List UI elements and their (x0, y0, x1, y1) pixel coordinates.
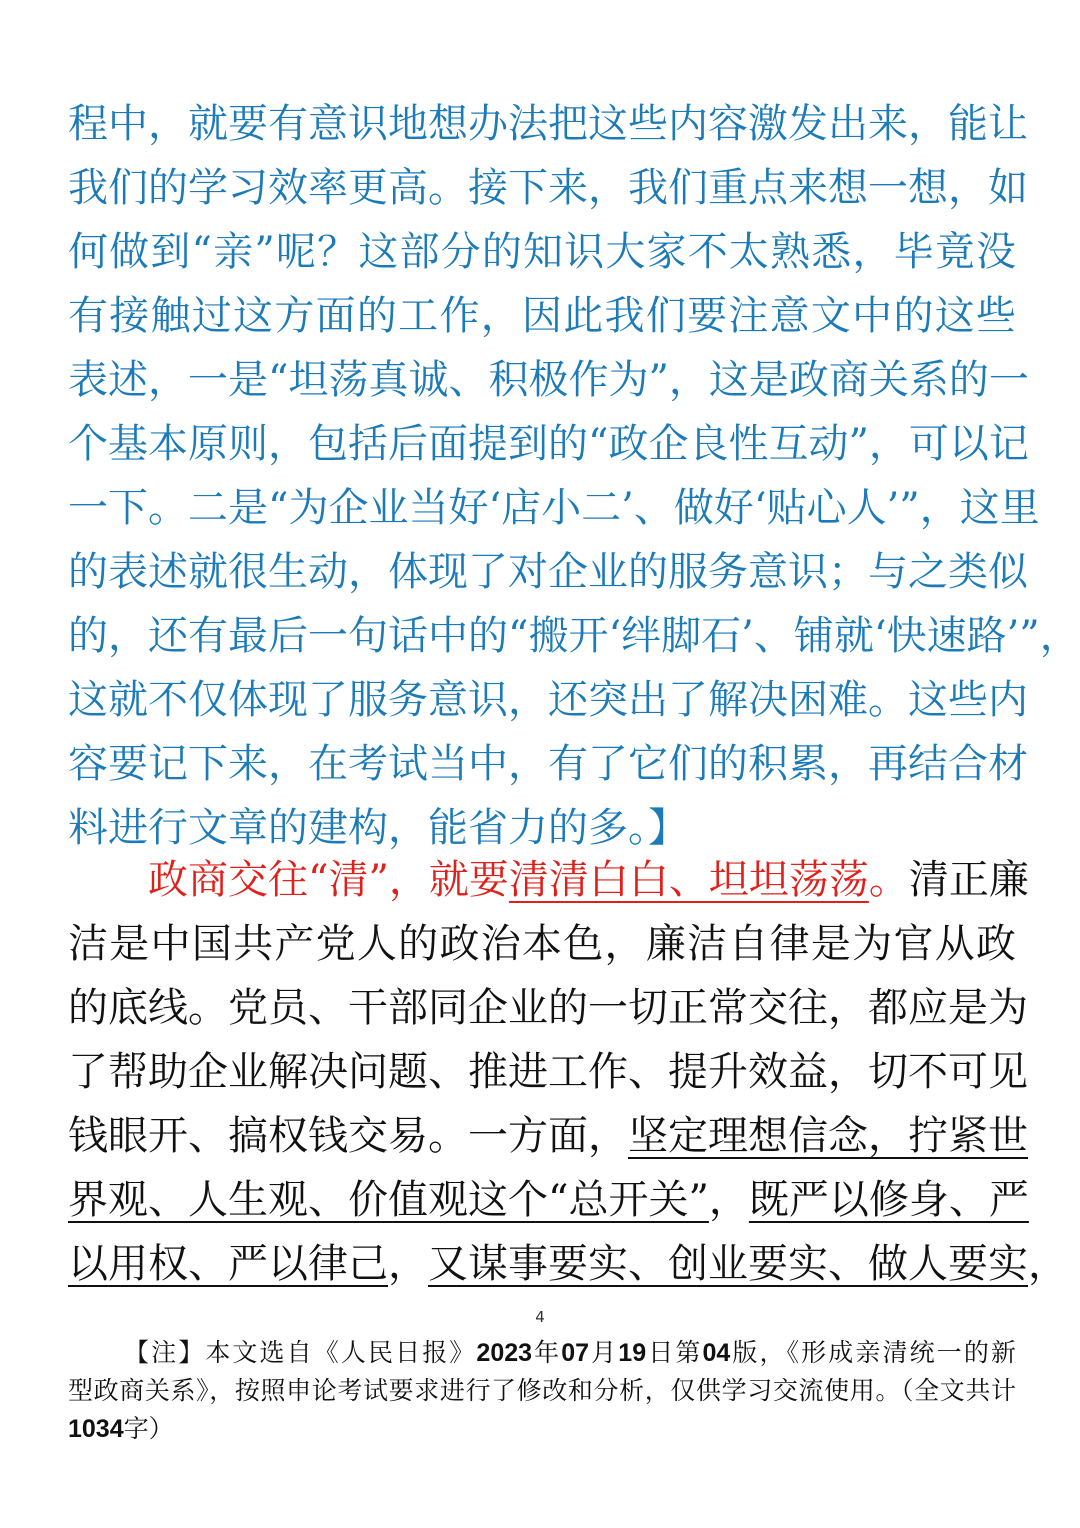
analysis-line: 一下。二是“为企业当好‘店小二’、做好‘贴心人’”，这里 (68, 485, 1040, 531)
red-heading-text: 政商交往“清”，就要 (148, 857, 509, 903)
analysis-commentary (68, 92, 1080, 860)
source-note (68, 1334, 1016, 1448)
note-text: 字） (123, 1414, 174, 1443)
body-text-span: 钱眼开、搞权钱交易。一方面， (68, 1113, 628, 1159)
page-number: 4 (535, 1308, 545, 1326)
note-text: 日第 (646, 1338, 703, 1367)
note-word-count: 1034 (68, 1415, 124, 1443)
note-day: 19 (618, 1339, 647, 1367)
note-line (68, 1334, 1016, 1372)
note-text: 版，《形成亲清统一的新 (730, 1338, 1016, 1367)
analysis-line: 的，还有最后一句话中的“搬开‘绊脚石’、铺就‘快速路’”， (68, 613, 1080, 659)
body-text-span: ， (388, 1241, 428, 1287)
analysis-line: 这就不仅体现了服务意识，还突出了解决困难。这些内 (68, 677, 1028, 723)
note-line: 型政商关系》，按照申论考试要求进行了修改和分析，仅供学习交流使用。（全文共计 (68, 1376, 1016, 1405)
body-text-span: ， (708, 1177, 749, 1223)
body-line (68, 848, 1029, 912)
body-line (68, 1232, 1068, 1296)
analysis-line: 何做到“亲”呢？这部分的知识大家不太熟悉，毕竟没 (68, 229, 1016, 275)
body-text-span: 清正廉 (908, 857, 1029, 903)
note-edition: 04 (702, 1339, 731, 1367)
body-paragraph (68, 848, 1068, 1296)
analysis-line: 程中，就要有意识地想办法把这些内容激发出来，能让 (68, 101, 1028, 147)
analysis-line: 有接触过这方面的工作，因此我们要注意文中的这些 (68, 293, 1016, 339)
body-line: 的底线。党员、干部同企业的一切正常交往，都应是为 (68, 985, 1028, 1031)
analysis-line: 个基本原则，包括后面提到的“政企良性互动”，可以记 (68, 421, 1029, 467)
body-line: 洁是中国共产党人的政治本色，廉洁自律是为官从政 (68, 921, 1016, 967)
note-text: 年 (532, 1338, 562, 1367)
underlined-text: 以用权、严以律己 (68, 1241, 388, 1287)
body-line: 了帮助企业解决问题、推进工作、提升效益，切不可见 (68, 1049, 1028, 1095)
body-line (68, 1104, 1028, 1168)
note-text: 月 (589, 1338, 619, 1367)
analysis-line: 表述，一是“坦荡真诚、积极作为”，这是政商关系的一 (68, 357, 1029, 403)
underlined-text: 既严以修身、严 (748, 1177, 1029, 1223)
analysis-line: 容要记下来，在考试当中，有了它们的积累，再结合材 (68, 741, 1028, 787)
note-year: 2023 (476, 1339, 533, 1367)
analysis-line: 我们的学习效率更高。接下来，我们重点来想一想，如 (68, 165, 1028, 211)
red-period: 。 (868, 857, 909, 903)
underlined-text: 界观、人生观、价值观这个“总开关” (68, 1177, 709, 1223)
red-underlined-text: 清清白白、坦坦荡荡 (508, 857, 869, 903)
note-text: 【注】本文选自《人民日报》 (124, 1338, 477, 1367)
body-line (68, 1168, 1029, 1232)
underlined-text: 又谋事要实、创业要实、做人要实 (428, 1241, 1028, 1287)
body-text-span: ， (1028, 1241, 1068, 1287)
analysis-line: 料进行文章的建构，能省力的多。】 (68, 805, 688, 851)
analysis-line: 的表述就很生动，体现了对企业的服务意识；与之类似 (68, 549, 1028, 595)
note-month: 07 (561, 1339, 590, 1367)
note-line (68, 1410, 1016, 1448)
underlined-text: 坚定理想信念，拧紧世 (628, 1113, 1028, 1159)
